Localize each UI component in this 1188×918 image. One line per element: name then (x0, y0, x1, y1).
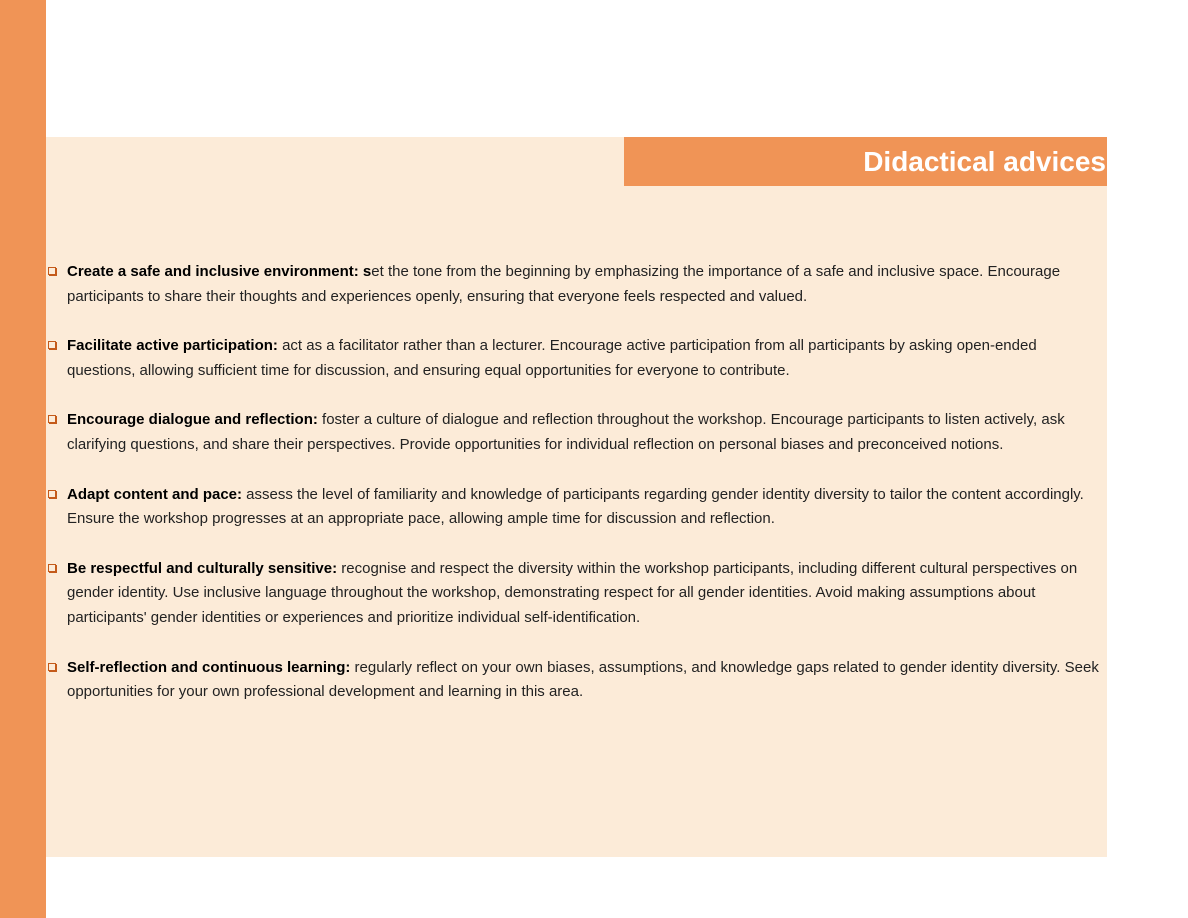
advice-item (46, 408, 1106, 457)
left-accent-bar (0, 0, 46, 918)
advice-item (46, 656, 1106, 705)
advice-heading: Create a safe and inclusive environment: s (67, 263, 372, 280)
advice-heading: Adapt content and pace: (67, 485, 243, 503)
page-title: Didactical advices (863, 146, 1106, 177)
checkbox-bullet-icon (48, 415, 56, 423)
advice-heading: Facilitate active participation: (67, 337, 278, 355)
advice-text: recognise and respect the diversity within the workshop participants, including different cultural perspectives on gender identity. Use inclusive language throughout the workshop, demonstrating respect for all gender identities. Avoid making assumptions about participants' gender identities or experiences and prioritize individual self-identification. (67, 559, 1078, 626)
checkbox-bullet-icon (48, 490, 56, 498)
advice-heading: Be respectful and culturally sensitive: (67, 559, 338, 577)
advice-text: assess the level of familiarity and knowledge of participants regarding gender identity diversity to tailor the content accordingly. Ensure the workshop progresses at an appropriate pace, allowing ample time for discussion and reflection. (67, 485, 1084, 528)
advice-item (46, 483, 1106, 532)
advice-text: foster a culture of dialogue and reflection throughout the workshop. Encourage participants to listen actively, ask clarifying questions, and share their perspectives. Provide opportunities for individual reflection on personal biases and preconceived notions. (67, 411, 1065, 453)
advice-item (46, 557, 1106, 631)
advice-item (46, 260, 1106, 309)
advice-text: regularly reflect on your own biases, assumptions, and knowledge gaps related to gender identity diversity. Seek opportunities for your own professional development and learning in this area. (67, 658, 1099, 701)
checkbox-bullet-icon (48, 341, 56, 349)
title-banner (624, 137, 1107, 186)
advice-heading: Encourage dialogue and reflection: (67, 411, 318, 429)
checkbox-bullet-icon (48, 267, 56, 275)
advice-text: et the tone from the beginning by emphasizing the importance of a safe and inclusive space. Encourage participants to share their thoughts and experiences openly, ensuring that everyone feels respected and valued. (67, 263, 1061, 305)
checkbox-bullet-icon (48, 663, 56, 671)
checkbox-bullet-icon (48, 564, 56, 572)
advice-list (46, 260, 1106, 730)
advice-text: act as a facilitator rather than a lecturer. Encourage active participation from all participants by asking open-ended questions, allowing sufficient time for discussion, and ensuring equal opportunities for everyone to contribute. (67, 337, 1037, 379)
advice-heading: Self-reflection and continuous learning: (67, 658, 351, 676)
advice-item (46, 334, 1106, 383)
